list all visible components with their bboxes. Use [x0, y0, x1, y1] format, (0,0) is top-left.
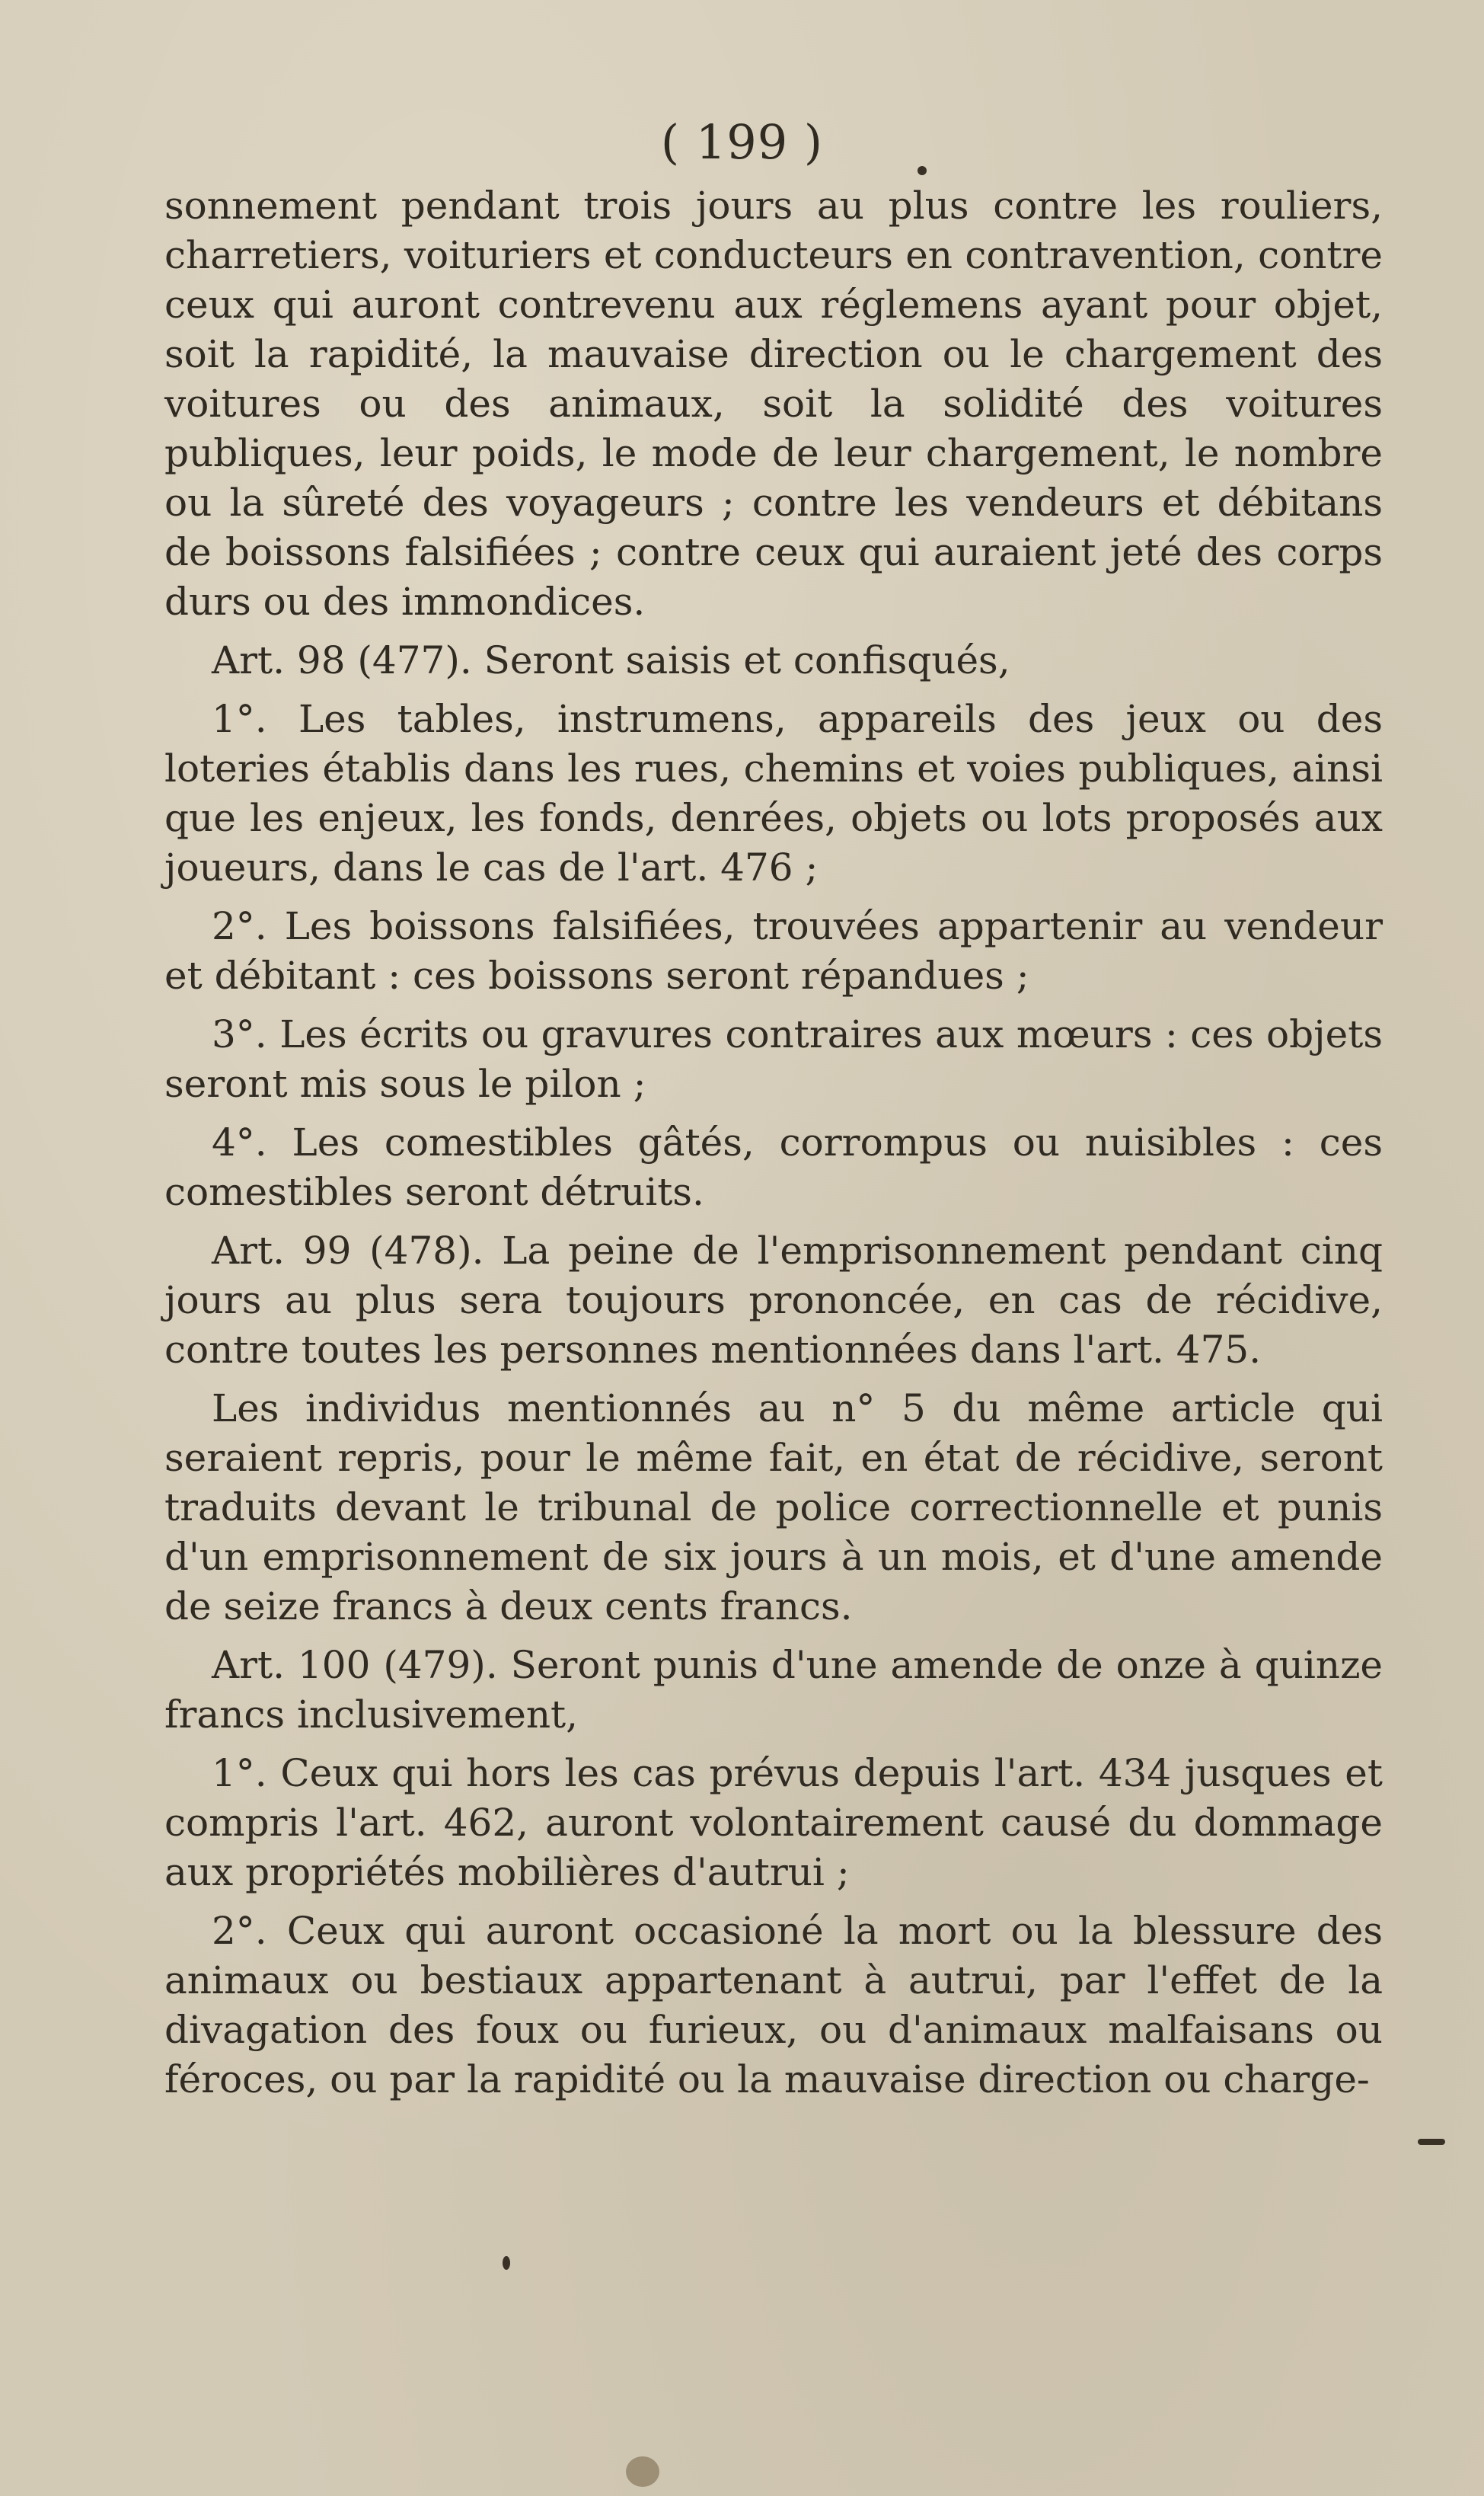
paragraph-art-98-item-1: 1°. Les tables, instrumens, appareils des jeux ou des loteries établis dans les rues, chemins et voies publiques, ainsi que les enjeux, les fonds, denrées, objets ou lots proposés aux joueurs, dans le cas de l'art. 476 ;	[164, 697, 1383, 890]
paper-speck	[626, 2456, 659, 2487]
paper-speck	[503, 2256, 510, 2270]
paragraph-art-99: Art. 99 (478). La peine de l'emprisonnement pendant cinq jours au plus sera toujours prononcée, en cas de récidive, contre toutes les personnes mentionnées dans l'art. 475.	[164, 1229, 1383, 1372]
paragraph-art-100-item-2: 2°. Ceux qui auront occasioné la mort ou la blessure des animaux ou bestiaux appartenant à autrui, par l'effet de la divagation des foux ou furieux, ou d'animaux malfaisans ou féroces, ou par la rapidité ou la mauvaise direction ou charge-	[164, 1909, 1383, 2101]
paper-speck	[1418, 2139, 1445, 2145]
paragraph-art-98-item-2: 2°. Les boissons falsifiées, trouvées appartenir au vendeur et débitant : ces boissons seront répandues ;	[164, 904, 1383, 998]
paragraph-art-98: Art. 98 (477). Seront saisis et confisqués,	[212, 638, 1010, 682]
paragraph-art-98-item-3: 3°. Les écrits ou gravures contraires aux mœurs : ces objets seront mis sous le pilon ;	[164, 1012, 1383, 1106]
page-number: ( 199 )	[660, 114, 824, 170]
paragraph-art-99-recidive: Les individus mentionnés au n° 5 du même article qui seraient repris, pour le même fait, en état de récidive, seront traduits devant le tribunal de police correctionnelle et punis d'un emprisonnement de six jours à un mois, et d'une amende de seize francs à deux cents francs.	[164, 1386, 1383, 1628]
paragraph-art-100-item-1: 1°. Ceux qui hors les cas prévus depuis l'art. 434 jusques et compris l'art. 462, auront volontairement causé du dommage aux propriétés mobilières d'autrui ;	[164, 1751, 1383, 1894]
paper-speck	[918, 166, 927, 175]
body-text	[164, 181, 1383, 2105]
paragraph-art-100: Art. 100 (479). Seront punis d'une amende de onze à quinze francs inclusivement,	[164, 1643, 1383, 1737]
paragraph-art-98-item-4: 4°. Les comestibles gâtés, corrompus ou nuisibles : ces comestibles seront détruits.	[164, 1120, 1383, 1214]
paragraph-continuation: sonnement pendant trois jours au plus contre les rouliers, charretiers, voituriers et conducteurs en contravention, contre ceux qui auront contrevenu aux réglemens ayant pour objet, soit la rapidité, la mauvaise direction ou le chargement des voitures ou des animaux, soit la solidité des voitures publiques, leur poids, le mode de leur chargement, le nombre ou la sûreté des voyageurs ; contre les vendeurs et débitans de boissons falsifiées ; contre ceux qui auraient jeté des corps durs ou des immondices.	[164, 184, 1383, 624]
